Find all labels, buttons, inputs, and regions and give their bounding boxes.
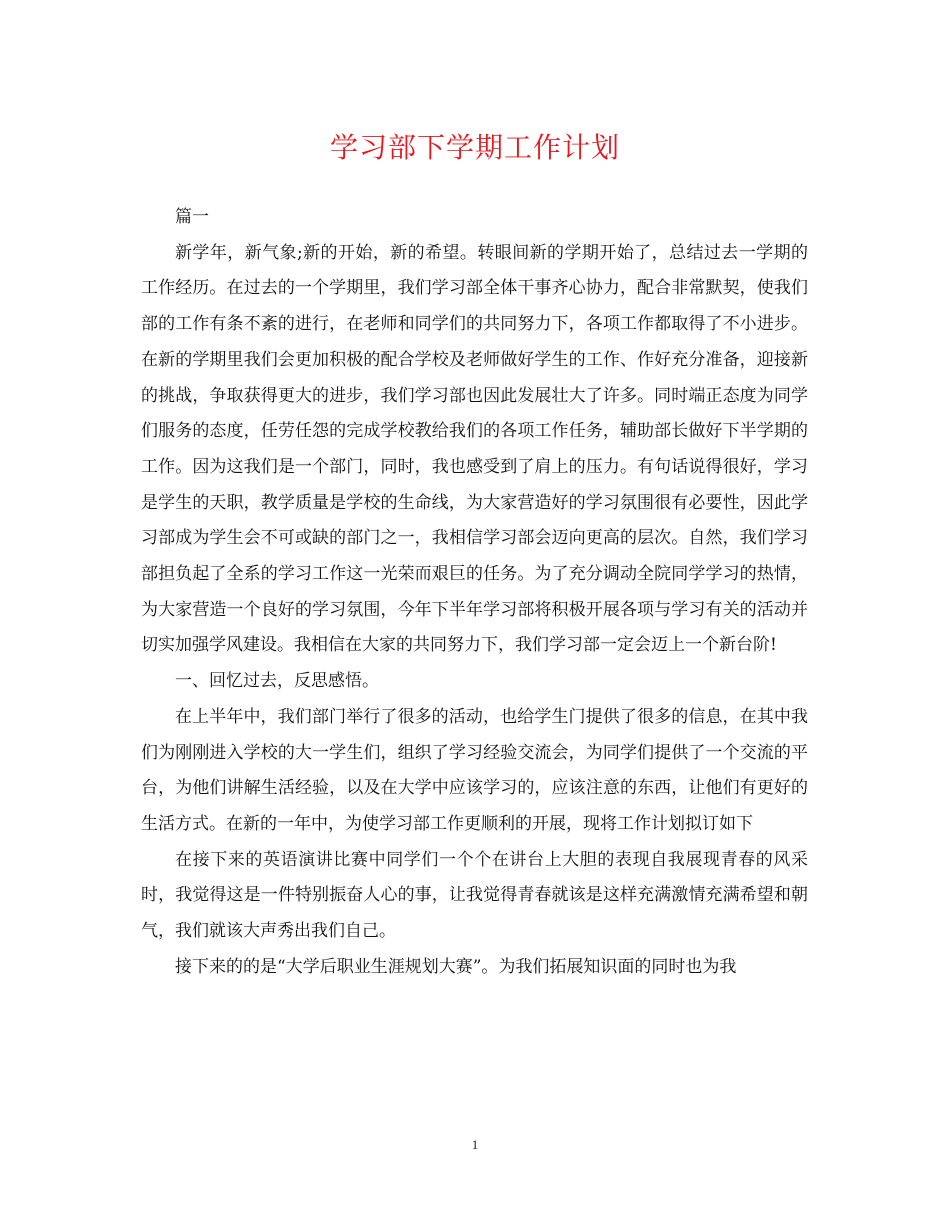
paragraph-intro: 新学年，新气象;新的开始，新的希望。转眼间新的学期开始了，总结过去一学期的工作经历。在过去的一个学期里，我们学习部全体干事齐心协力，配合非常默契，使我们部的工作有条不紊的进行，在老师和同学们的共同努力下，各项工作都取得了不小进步。在新的学期里我们会更加积极的配合学校及老师做好学生的工作、作好充分准备，迎接新的挑战，争取获得更大的进步，我们学习部也因此发展壮大了许多。同时端正态度为同学们服务的态度，任劳任怨的完成学校教给我们的各项工作任务，辅助部长做好下半学期的工作。因为这我们是一个部门，同时，我也感受到了肩上的压力。有句话说得很好，学习是学生的天职，教学质量是学校的生命线，为大家营造好的学习氛围很有必要性，因此学习部成为学生会不可或缺的部门之一，我相信学习部会迈向更高的层次。自然，我们学习部担负起了全系的学习工作这一光荣而艰巨的任务。为了充分调动全院同学学习的热情，为大家营造一个良好的学习氛围，今年下半年学习部将积极开展各项与学习有关的活动并切实加强学风建设。我相信在大家的共同努力下，我们学习部一定会迈上一个新台阶! [141,242,808,656]
document-title: 学习部下学期工作计划 [329,131,620,164]
paragraph-heading-review: 一、回忆过去，反思感悟。 [175,671,379,692]
paragraph-section-label: 篇一 [175,207,209,227]
paragraph-career-planning: 接下来的的是“大学后职业生涯规划大赛”。为我们拓展知识面的同时也为我 [175,956,737,977]
page-number: 1 [471,1137,479,1152]
document-body [141,200,808,985]
paragraph-first-half-review: 在上半年中，我们部门举行了很多的活动，也给学生门提供了很多的信息，在其中我们为刚刚进入学校的大一学生们，组织了学习经验交流会，为同学们提供了一个交流的平台，为他们讲解生活经验，以及在大学中应该学习的，应该注意的东西，让他们有更好的生活方式。在新的一年中，为使学习部工作更顺利的开展，现将工作计划拟订如下 [141,706,808,834]
paragraph-english-speech: 在接下来的英语演讲比赛中同学们一个个在讲台上大胆的表现自我展现青春的风采时，我觉得这是一件特别振奋人心的事，让我觉得青春就该是这样充满激情充满希望和朝气，我们就该大声秀出我们自己。 [141,849,808,942]
